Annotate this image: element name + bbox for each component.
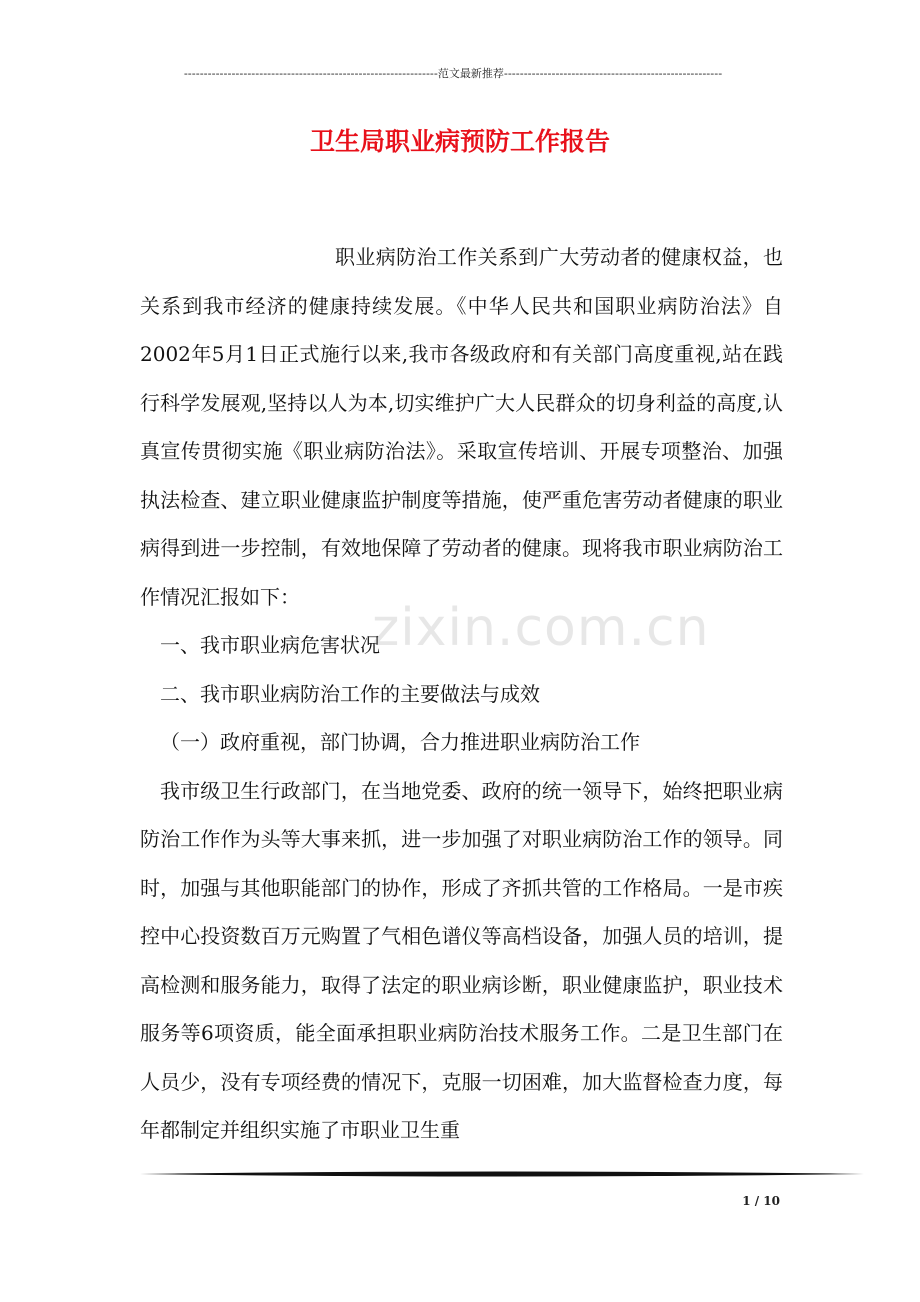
document-title: 卫生局职业病预防工作报告: [309, 127, 610, 156]
intro-paragraph: 职业病防治工作关系到广大劳动者的健康权益，也关系到我市经济的健康持续发展。《中华人民共和国职业病防治法》自2002年5月1日正式施行以来,我市各级政府和有关部门高度重视,站在践行科学发展观,坚持以人为本,切实维护广大人民群众的切身利益的高度,认真宣传贯彻实施《职业病防治法》。采取宣传培训、开展专项整治、加强执法检查、建立职业健康监护制度等措施，使严重危害劳动者健康的职业病得到进一步控制，有效地保障了劳动者的健康。现将我市职业病防治工作情况汇报如下：: [140, 245, 783, 609]
section-heading-2: 二、我市职业病防治工作的主要做法与成效: [160, 681, 540, 706]
header-rule: ----------------------------------------------------------------范文最新推荐-------------------------------------------------------: [183, 67, 723, 80]
footer-rule: [140, 1170, 864, 1178]
watermark: zixin.com.cn: [372, 598, 710, 658]
body-paragraph: 我市级卫生行政部门，在当地党委、政府的统一领导下，始终把职业病防治工作作为头等大事来抓，进一步加强了对职业病防治工作的领导。同时，加强与其他职能部门的协作，形成了齐抓共管的工作格局。一是市疾控中心投资数百万元购置了气相色谱仪等高档设备，加强人员的培训，提高检测和服务能力，取得了法定的职业病诊断，职业健康监护，职业技术服务等6项资质，能全面承担职业病防治技术服务工作。二是卫生部门在人员少，没有专项经费的情况下，克服一切困难，加大监督检查力度，每年都制定并组织实施了市职业卫生重: [140, 778, 783, 1142]
page-number: 1 / 10: [742, 1194, 780, 1208]
section-heading-1: 一、我市职业病危害状况: [160, 633, 380, 657]
document-body: [140, 233, 783, 1155]
subsection-heading-1: （一）政府重视，部门协调，合力推进职业病防治工作: [160, 730, 640, 754]
